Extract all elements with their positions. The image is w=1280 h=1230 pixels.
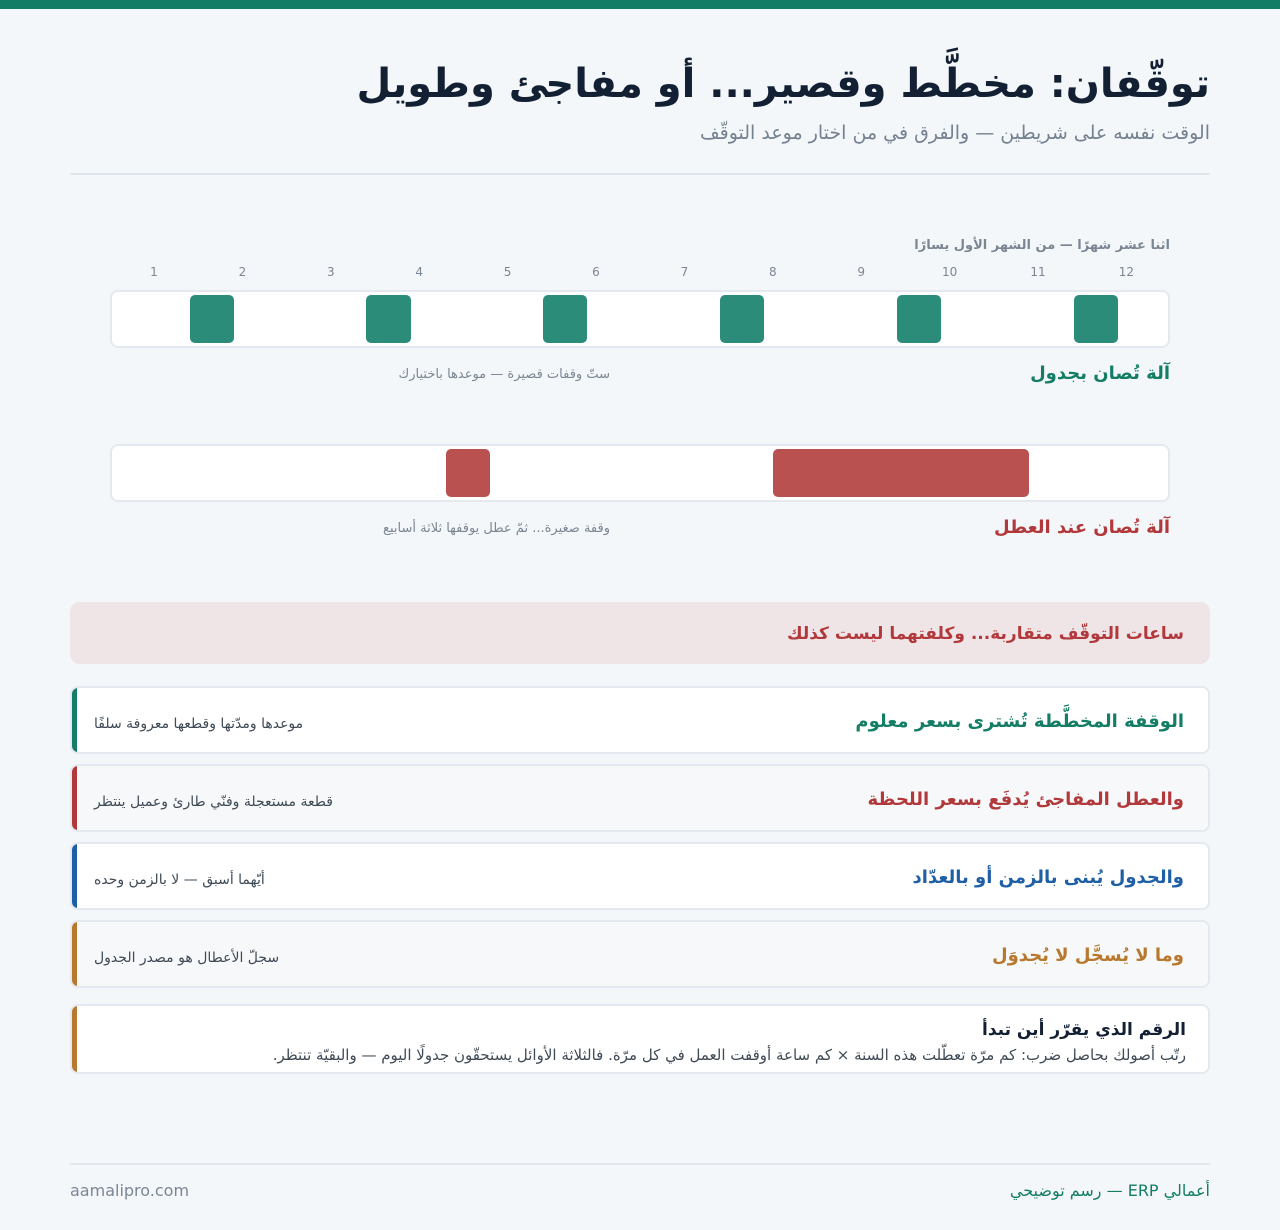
page-title: توقّفان: مخطَّط وقصير... أو مفاجئ وطويل <box>356 61 1210 107</box>
planned-stop-block-3 <box>543 295 587 343</box>
month-label-8: 8 <box>768 265 777 279</box>
month-label-11: 11 <box>1030 265 1046 279</box>
month-label-3: 3 <box>326 265 335 279</box>
card-title: وما لا يُسجَّل لا يُجدوَل <box>991 945 1184 966</box>
scheduled-row-title: آلة تُصان بجدول <box>1030 363 1170 384</box>
month-label-1: 1 <box>150 265 158 279</box>
card-title: والعطل المفاجئ يُدفَع بسعر اللحظة <box>867 789 1184 810</box>
card-accent-bar <box>72 1006 77 1072</box>
scheduled-maintenance-track <box>110 290 1170 348</box>
card-accent-bar <box>72 844 77 908</box>
breakdown-maintenance-track <box>110 444 1170 502</box>
insight-card-schedule-basis <box>70 842 1210 910</box>
card-note: أيّهما أسبق — لا بالزمن وحده <box>94 872 265 888</box>
final-title: الرقم الذي يقرّر أين تبدأ <box>982 1020 1186 1040</box>
unplanned-stop-block-2 <box>773 449 1029 497</box>
insight-card-breakdown <box>70 764 1210 832</box>
insight-card-records <box>70 920 1210 988</box>
card-accent-bar <box>72 766 77 830</box>
planned-stop-block-2 <box>366 295 410 343</box>
footer-brand: أعمالي ERP — رسم توضيحي <box>1009 1181 1210 1200</box>
page-subtitle: الوقت نفسه على شريطين — والفرق في من اختار موعد التوقّف <box>699 122 1210 144</box>
cost-alert-text: ساعات التوقّف متقاربة... وكلفتهما ليست كذلك <box>786 624 1184 644</box>
month-label-4: 4 <box>415 265 423 279</box>
breakdown-row-title: آلة تُصان عند العطل <box>994 517 1170 538</box>
planned-stop-block-4 <box>720 295 764 343</box>
breakdown-row-note: وقفة صغيرة... ثمّ عطل يوقفها ثلاثة أسابيع <box>383 521 610 536</box>
month-label-9: 9 <box>857 265 865 279</box>
planned-stop-block-5 <box>897 295 941 343</box>
top-accent-bar <box>0 0 1280 9</box>
unplanned-stop-block-1 <box>446 449 490 497</box>
final-takeaway-card <box>70 1004 1210 1074</box>
planned-stop-block-1 <box>190 295 234 343</box>
final-body: رتّب أصولك بحاصل ضرب: كم مرّة تعطّلت هذه السنة × كم ساعة أوقفت العمل في كل مرّة. فالثلاثة الأوائل يستحقّون جدولًا اليوم — والبقيّة تنتظر. <box>272 1046 1186 1064</box>
month-label-12: 12 <box>1118 265 1135 279</box>
card-title: الوقفة المخطَّطة تُشترى بسعر معلوم <box>855 711 1184 732</box>
month-label-7: 7 <box>680 265 689 279</box>
card-accent-bar <box>72 688 77 752</box>
planned-stop-block-6 <box>1074 295 1118 343</box>
card-note: قطعة مستعجلة وفنّي طارئ وعميل ينتظر <box>94 794 333 810</box>
card-note: موعدها ومدّتها وقطعها معروفة سلفًا <box>94 716 304 732</box>
month-label-6: 6 <box>592 265 600 279</box>
cost-alert-box <box>70 602 1210 664</box>
card-title: والجدول يُبنى بالزمن أو بالعدّاد <box>912 867 1184 888</box>
card-accent-bar <box>72 922 77 986</box>
card-note: سجلّ الأعطال هو مصدر الجدول <box>94 950 280 966</box>
month-label-5: 5 <box>503 265 512 279</box>
months-caption: اثنا عشر شهرًا — من الشهر الأول يسارًا <box>914 238 1170 253</box>
footer-divider <box>70 1163 1210 1165</box>
insight-card-planned <box>70 686 1210 754</box>
month-label-10: 10 <box>941 265 958 279</box>
month-label-2: 2 <box>238 265 247 279</box>
footer-site[interactable]: aamalipro.com <box>70 1181 190 1200</box>
header-divider <box>70 173 1210 175</box>
scheduled-row-note: ستّ وقفات قصيرة — موعدها باختيارك <box>398 367 610 382</box>
